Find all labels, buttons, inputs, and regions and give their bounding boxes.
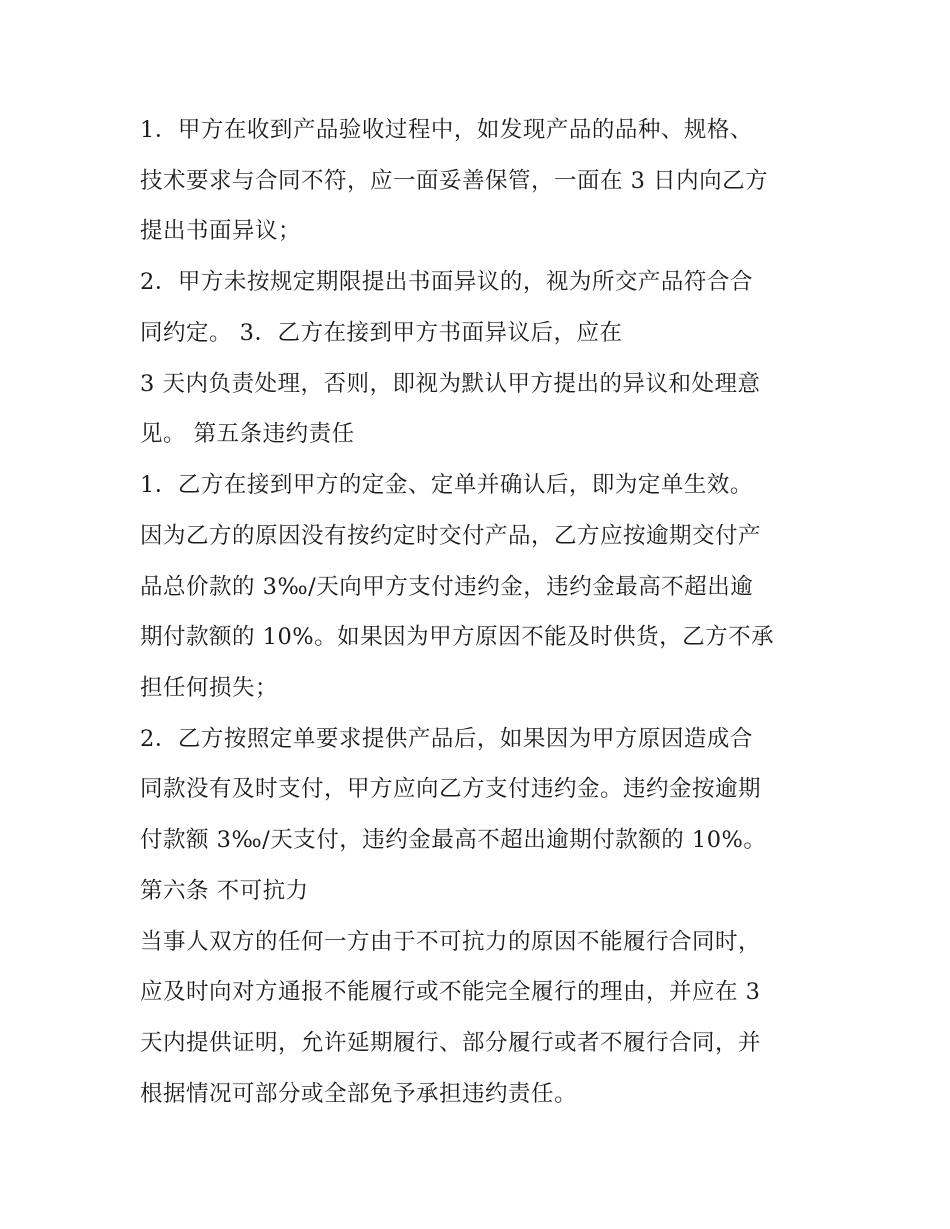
text-line: 1．乙方在接到甲方的定金、定单并确认后，即为定单生效。	[140, 472, 753, 498]
text-line: 应及时向对方通报不能履行或不能完全履行的理由，并应在 3	[140, 979, 761, 1005]
text-line: 期付款额的 10%。如果因为甲方原因不能及时供货，乙方不承	[140, 624, 775, 650]
text-line: 天内提供证明，允许延期履行、部分履行或者不履行合同，并	[140, 1030, 762, 1056]
text-line: 1．甲方在收到产品验收过程中，如发现产品的品种、规格、	[140, 117, 753, 143]
text-line: 2．乙方按照定单要求提供产品后，如果因为甲方原因造成合	[140, 726, 753, 752]
text-line: 技术要求与合同不符，应一面妥善保管，一面在 3 日内向乙方	[140, 168, 769, 194]
text-line: 根据情况可部分或全部免予承担违约责任。	[140, 1081, 578, 1107]
text-line: 担任何损失；	[140, 675, 279, 701]
text-line: 当事人双方的任何一方由于不可抗力的原因不能履行合同时，	[140, 929, 762, 955]
text-line: 同款没有及时支付，甲方应向乙方支付违约金。违约金按逾期	[140, 776, 762, 802]
text-line: 同约定。 3．乙方在接到甲方书面异议后，应在	[140, 320, 623, 346]
text-line: 品总价款的 3‰/天向甲方支付违约金，违约金最高不超出逾	[140, 574, 754, 600]
text-line: 因为乙方的原因没有按约定时交付产品，乙方应按逾期交付产	[140, 523, 762, 549]
section-heading: 第六条 不可抗力	[140, 878, 309, 904]
text-line: 3 天内负责处理，否则，即视为默认甲方提出的异议和处理意	[140, 371, 761, 397]
text-line: 提出书面异议；	[140, 218, 302, 244]
text-line: 2．甲方未按规定期限提出书面异议的，视为所交产品符合合	[140, 269, 753, 295]
text-line: 付款额 3‰/天支付，违约金最高不超出逾期付款额的 10%。	[140, 827, 767, 853]
section-heading-line: 见。 第五条违约责任	[140, 421, 355, 447]
